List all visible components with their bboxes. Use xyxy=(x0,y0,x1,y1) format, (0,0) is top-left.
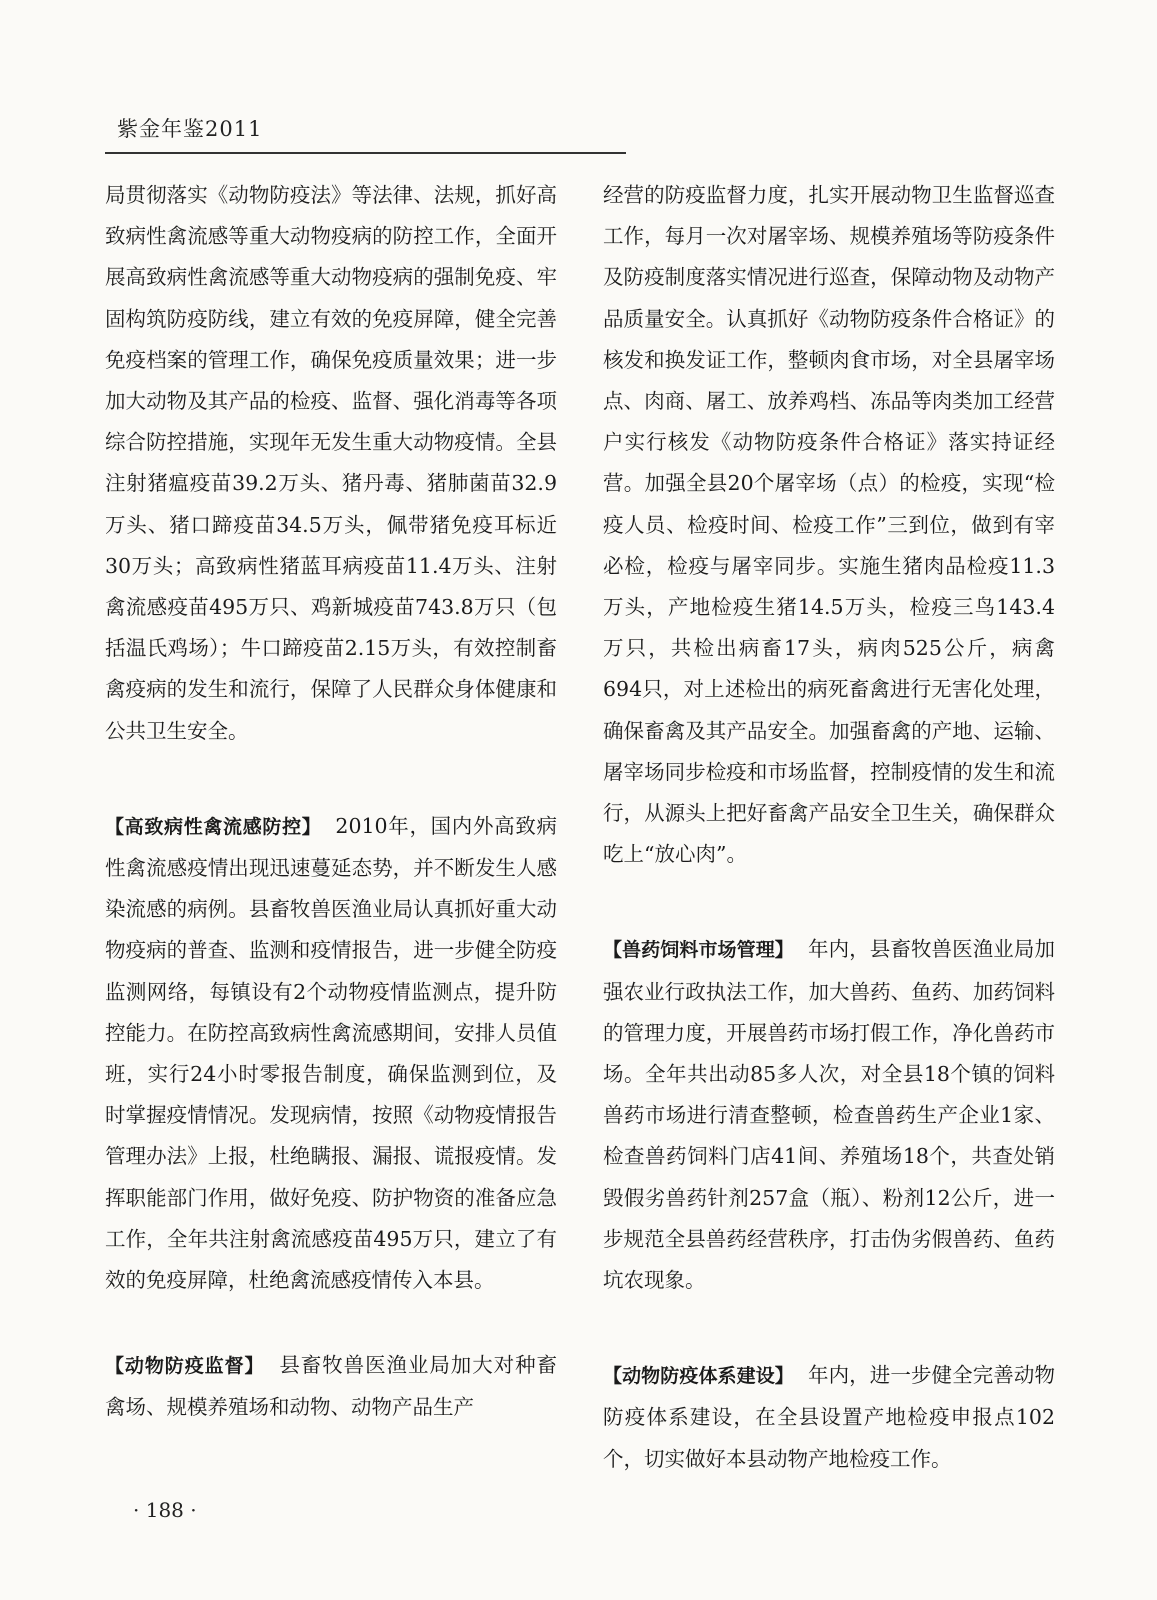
vet-drug-feed-heading: 【兽药饲料市场管理】 xyxy=(603,939,794,962)
header-rule xyxy=(105,152,626,154)
supervision-text: 县畜牧兽医渔业局加大对种畜禽场、规模养殖场和动物、动物产品生产 xyxy=(105,1353,557,1420)
supervision-section xyxy=(105,1345,557,1428)
page-number: · 188 · xyxy=(133,1498,197,1522)
avian-flu-section xyxy=(105,806,557,1301)
avian-flu-text: 2010年，国内外高致病性禽流感疫情出现迅速蔓延态势，并不断发生人感染流感的病例。县畜牧兽医渔业局认真抓好重大动物疫病的普查、监测和疫情报告，进一步健全防疫监测网络，每镇设有2个动物疫情监测点，提升防控能力。在防控高致病性禽流感期间，安排人员值班，实行24小时零报告制度，确保监测到位，及时掌握疫情情况。发现病情，按照《动物疫情报告管理办法》上报，杜绝瞒报、漏报、谎报疫情。发挥职能部门作用，做好免疫、防护物资的准备应急工作，全年共注射禽流感疫苗495万只，建立了有效的免疫屏障，杜绝禽流感疫情传入本县。 xyxy=(105,813,557,1293)
vet-drug-feed-section xyxy=(603,929,1055,1301)
intro-paragraph: 局贯彻落实《动物防疫法》等法律、法规，抓好高致病性禽流感等重大动物疫病的防控工作，全面开展高致病性禽流感等重大动物疫病的强制免疫、牢固构筑防疫防线，建立有效的免疫屏障，健全完善免疫档案的管理工作，确保免疫质量效果；进一步加大动物及其产品的检疫、监督、强化消毒等各项综合防控措施，实现年无发生重大动物疫情。全县注射猪瘟疫苗39.2万头、猪丹毒、猪肺菌苗32.9万头、猪口蹄疫苗34.5万头，佩带猪免疫耳标近30万头；高致病性猪蓝耳病疫苗11.4万头、注射禽流感疫苗495万只、鸡新城疫苗743.8万只（包括温氏鸡场）；牛口蹄疫苗2.15万头，有效控制畜禽疫病的发生和流行，保障了人民群众身体健康和公共卫生安全。 xyxy=(105,183,557,743)
system-building-text: 年内，进一步健全完善动物防疫体系建设，在全县设置产地检疫申报点102个，切实做好本县动物产地检疫工作。 xyxy=(603,1363,1055,1471)
vet-drug-feed-text: 年内，县畜牧兽医渔业局加强农业行政执法工作，加大兽药、鱼药、加药饲料的管理力度，开展兽药市场打假工作，净化兽药市场。全年共出动85多人次，对全县18个镇的饲料兽药市场进行清查整顿，检查兽药生产企业1家、检查兽药饲料门店41间、养殖场18个，共查处销毁假劣兽药针剂257盒（瓶）、粉剂12公斤，进一步规范全县兽药经营秩序，打击伪劣假兽药、鱼药坑农现象。 xyxy=(603,937,1055,1293)
avian-flu-heading: 【高致病性禽流感防控】 xyxy=(105,815,322,838)
supervision-continued: 经营的防疫监督力度，扎实开展动物卫生监督巡查工作，每月一次对屠宰场、规模养殖场等防疫条件及防疫制度落实情况进行巡查，保障动物及动物产品质量安全。认真抓好《动物防疫条件合格证》的核发和换发证工作，整顿肉食市场，对全县屠宰场点、肉商、屠工、放养鸡档、冻品等肉类加工经营户实行核发《动物防疫条件合格证》落实持证经营。加强全县20个屠宰场（点）的检疫，实现“检疫人员、检疫时间、检疫工作”三到位，做到有宰必检，检疫与屠宰同步。实施生猪肉品检疫11.3万头，产地检疫生猪14.5万头，检疫三鸟143.4万只，共检出病畜17头，病肉525公斤，病禽694只，对上述检出的病死畜禽进行无害化处理，确保畜禽及其产品安全。加强畜禽的产地、运输、屠宰场同步检疫和市场监督，控制疫情的发生和流行，从源头上把好畜禽产品安全卫生关，确保群众吃上“放心肉”。 xyxy=(603,183,1055,867)
system-building-heading: 【动物防疫体系建设】 xyxy=(603,1365,794,1388)
system-building-section xyxy=(603,1355,1055,1480)
right-column xyxy=(603,175,1055,1480)
running-title: 紫金年鉴2011 xyxy=(117,117,263,141)
left-column xyxy=(105,175,557,1429)
supervision-heading: 【动物防疫监督】 xyxy=(105,1355,265,1378)
